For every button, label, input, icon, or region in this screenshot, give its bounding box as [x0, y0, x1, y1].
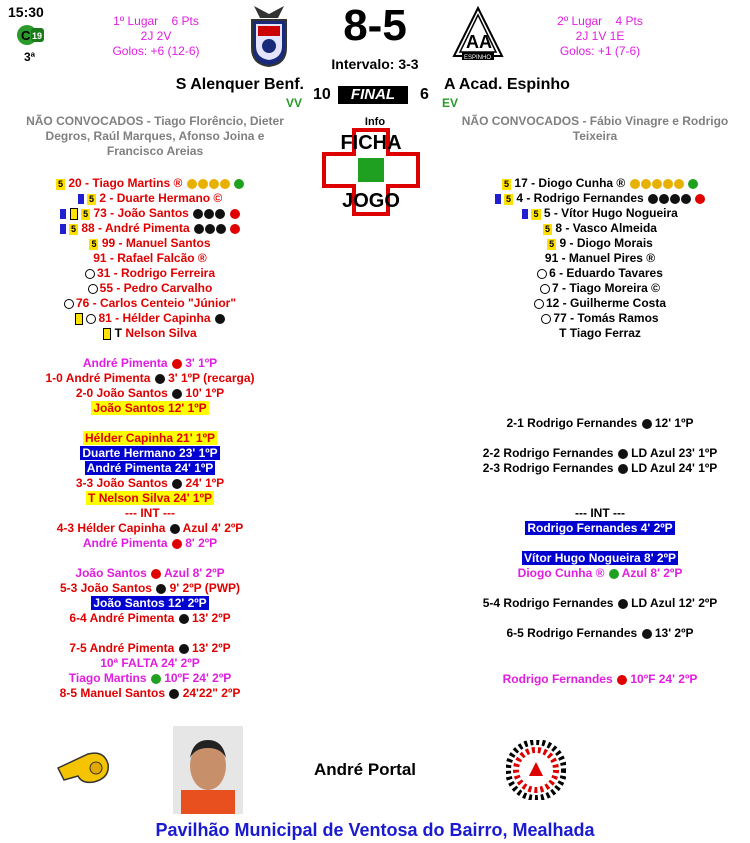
- info-label: Info: [364, 116, 386, 128]
- away-event: --- INT ---: [575, 506, 625, 520]
- home-roster-item[interactable]: 5 99 - Manuel Santos: [91, 236, 211, 250]
- home-roster-item[interactable]: 5 2 - Duarte Hermano ©: [0, 191, 300, 206]
- away-event: 2-1 Rodrigo Fernandes 12' 1ºP: [506, 416, 694, 430]
- home-event: 6-4 André Pimenta 13' 2ºP: [69, 611, 231, 625]
- home-event: Duarte Hermano 23' 1ºP: [82, 446, 218, 460]
- away-event: 2-2 Rodrigo Fernandes LD Azul 23' 1ºP: [482, 446, 718, 460]
- match-time: 15:30: [8, 4, 44, 20]
- halftime-score: Intervalo: 3-3: [331, 56, 419, 72]
- home-form: VV: [286, 96, 303, 110]
- away-roster-item[interactable]: 5 5 - Vítor Hugo Nogueira: [450, 206, 750, 221]
- federation-logo: [506, 740, 566, 800]
- home-roster-item[interactable]: 31 - Rodrigo Ferreira: [0, 266, 300, 281]
- home-event: 4-3 Hélder Capinha Azul 4' 2ºP: [56, 521, 244, 535]
- home-crest[interactable]: [248, 4, 290, 68]
- home-event: 8-5 Manuel Santos 24'22" 2ºP: [59, 686, 241, 700]
- away-roster-item[interactable]: 5 17 - Diogo Cunha ®: [450, 176, 750, 191]
- away-form: EV: [442, 96, 459, 110]
- svg-text:C: C: [21, 28, 31, 43]
- home-event: André Pimenta 3' 1ºP: [82, 356, 218, 370]
- away-event: Vítor Hugo Nogueira 8' 2ºP: [524, 551, 676, 565]
- away-roster-item[interactable]: 5 9 - Diogo Morais: [549, 236, 653, 250]
- home-roster-item[interactable]: T Nelson Silva: [0, 326, 300, 341]
- home-event: --- INT ---: [125, 506, 175, 520]
- away-crest[interactable]: [452, 6, 504, 62]
- home-roster-item[interactable]: 76 - Carlos Centeio "Júnior": [0, 296, 300, 311]
- home-roster-item[interactable]: 5 88 - André Pimenta: [0, 221, 300, 236]
- home-roster-item[interactable]: 91 - Rafael Falcão ®: [93, 251, 207, 265]
- referee-photo[interactable]: [173, 726, 243, 814]
- venue-name[interactable]: Pavilhão Municipal de Ventosa do Bairro, Mealhada: [155, 820, 595, 840]
- away-roster-item[interactable]: 77 - Tomás Ramos: [450, 311, 750, 326]
- away-event: Rodrigo Fernandes 4' 2ºP: [527, 521, 673, 535]
- home-event: 2-0 João Santos 10' 1ºP: [75, 386, 225, 400]
- home-event: João Santos Azul 8' 2ºP: [75, 566, 225, 580]
- home-event: 5-3 João Santos 9' 2ºP (PWP): [59, 581, 241, 595]
- away-event: 2-3 Rodrigo Fernandes LD Azul 24' 1ºP: [482, 461, 718, 475]
- ficha-top-text: FICHA: [340, 132, 402, 154]
- home-event: 7-5 André Pimenta 13' 2ºP: [69, 641, 231, 655]
- competition-logo: [16, 24, 46, 46]
- away-roster-item[interactable]: 12 - Guilherme Costa: [450, 296, 750, 311]
- home-event: João Santos 12' 2ºP: [93, 596, 207, 610]
- home-standing: 1º Lugar 6 Pts 2J 2V Golos: +6 (12-6): [112, 14, 200, 58]
- svg-text:19: 19: [32, 31, 43, 41]
- away-roster-item[interactable]: 5 8 - Vasco Almeida: [545, 221, 657, 235]
- svg-text:AA: AA: [466, 32, 492, 52]
- home-roster-item[interactable]: 81 - Hélder Capinha: [0, 311, 300, 326]
- round-label: 3ª: [24, 50, 36, 64]
- home-roster-item[interactable]: 55 - Pedro Carvalho: [0, 281, 300, 296]
- home-event: João Santos 12' 1ºP: [93, 401, 207, 415]
- svg-text:ESPINHO: ESPINHO: [464, 55, 492, 61]
- home-event: Hélder Capinha 21' 1ºP: [85, 431, 215, 445]
- ficha-jogo-logo[interactable]: [322, 128, 420, 216]
- away-roster-item[interactable]: 91 - Manuel Pires ®: [544, 251, 656, 265]
- home-event: André Pimenta 8' 2ºP: [82, 536, 218, 550]
- home-team-name[interactable]: S Alenquer Benf.: [175, 76, 304, 93]
- home-event: 3-3 João Santos 24' 1ºP: [75, 476, 225, 490]
- home-event: 1-0 André Pimenta 3' 1ºP (recarga): [45, 371, 255, 385]
- home-roster-item[interactable]: 5 73 - João Santos: [0, 206, 300, 221]
- home-event: André Pimenta 24' 1ºP: [86, 461, 214, 475]
- home-shots: 10: [313, 86, 331, 103]
- away-roster-item[interactable]: 6 - Eduardo Tavares: [450, 266, 750, 281]
- whistle-icon: [52, 740, 112, 790]
- away-event: 6-5 Rodrigo Fernandes 13' 2ºP: [506, 626, 694, 640]
- status-badge: FINAL: [338, 86, 408, 104]
- away-event: Diogo Cunha ® Azul 8' 2ºP: [517, 566, 683, 580]
- ficha-bottom-text: JOGO: [342, 190, 400, 212]
- home-event: 10ª FALTA 24' 2ºP: [100, 656, 200, 670]
- away-not-called: NÃO CONVOCADOS - Fábio Vinagre e Rodrigo Teixeira: [461, 114, 729, 143]
- away-standing: 2º Lugar 4 Pts 2J 1V 1E Golos: +1 (7-6): [557, 14, 643, 58]
- away-roster-item[interactable]: T Tiago Ferraz: [559, 326, 641, 340]
- home-event: T Nelson Silva 24' 1ºP: [88, 491, 212, 505]
- away-team-name[interactable]: A Acad. Espinho: [444, 76, 570, 93]
- referee-name: André Portal: [314, 760, 417, 779]
- home-not-called: NÃO CONVOCADOS - Tiago Florêncio, Dieter Degros, Raúl Marques, Afonso Joina e Francisco Areias: [26, 114, 284, 158]
- away-roster-item[interactable]: 5 4 - Rodrigo Fernandes: [450, 191, 750, 206]
- away-roster-item[interactable]: 7 - Tiago Moreira ©: [450, 281, 750, 296]
- away-shots: 6: [420, 86, 429, 103]
- match-score: 8-5: [343, 1, 407, 50]
- home-event: Tiago Martins 10ºF 24' 2ºP: [68, 671, 232, 685]
- home-roster-item[interactable]: 5 20 - Tiago Martins ®: [0, 176, 300, 191]
- away-event: Rodrigo Fernandes 10ºF 24' 2ºP: [502, 672, 698, 686]
- away-event: 5-4 Rodrigo Fernandes LD Azul 12' 2ºP: [482, 596, 718, 610]
